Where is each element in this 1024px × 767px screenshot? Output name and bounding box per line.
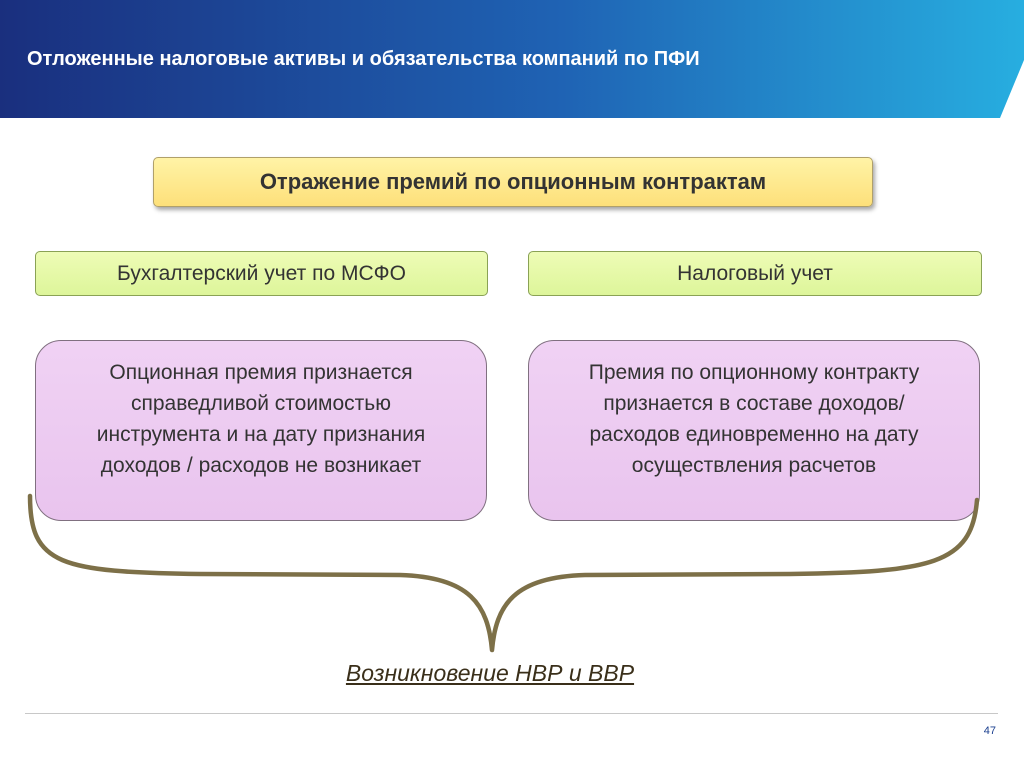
description-line: Премия по опционному контракту	[588, 361, 920, 384]
description-line: инструмента и на дату признания	[96, 423, 426, 446]
column-header-tax: Налоговый учет	[528, 251, 982, 296]
section-title: Отражение премий по опционным контрактам	[153, 157, 873, 207]
description-line: доходов / расходов не возникает	[100, 454, 422, 477]
description-line: справедливой стоимостью	[131, 392, 391, 415]
page-number: 47	[983, 725, 996, 737]
column-header-accounting: Бухгалтерский учет по МСФО	[35, 251, 488, 296]
result-link[interactable]: Возникновение НВР и ВВР	[345, 660, 635, 686]
description-line: Опционная премия признается	[109, 361, 413, 384]
footer-divider	[25, 713, 998, 714]
description-line: признается в составе доходов/	[603, 392, 905, 415]
description-line: расходов единовременно на дату	[589, 423, 919, 446]
page-title: Отложенные налоговые активы и обязательства компаний по ПФИ	[27, 48, 700, 70]
description-line: осуществления расчетов	[631, 454, 877, 477]
